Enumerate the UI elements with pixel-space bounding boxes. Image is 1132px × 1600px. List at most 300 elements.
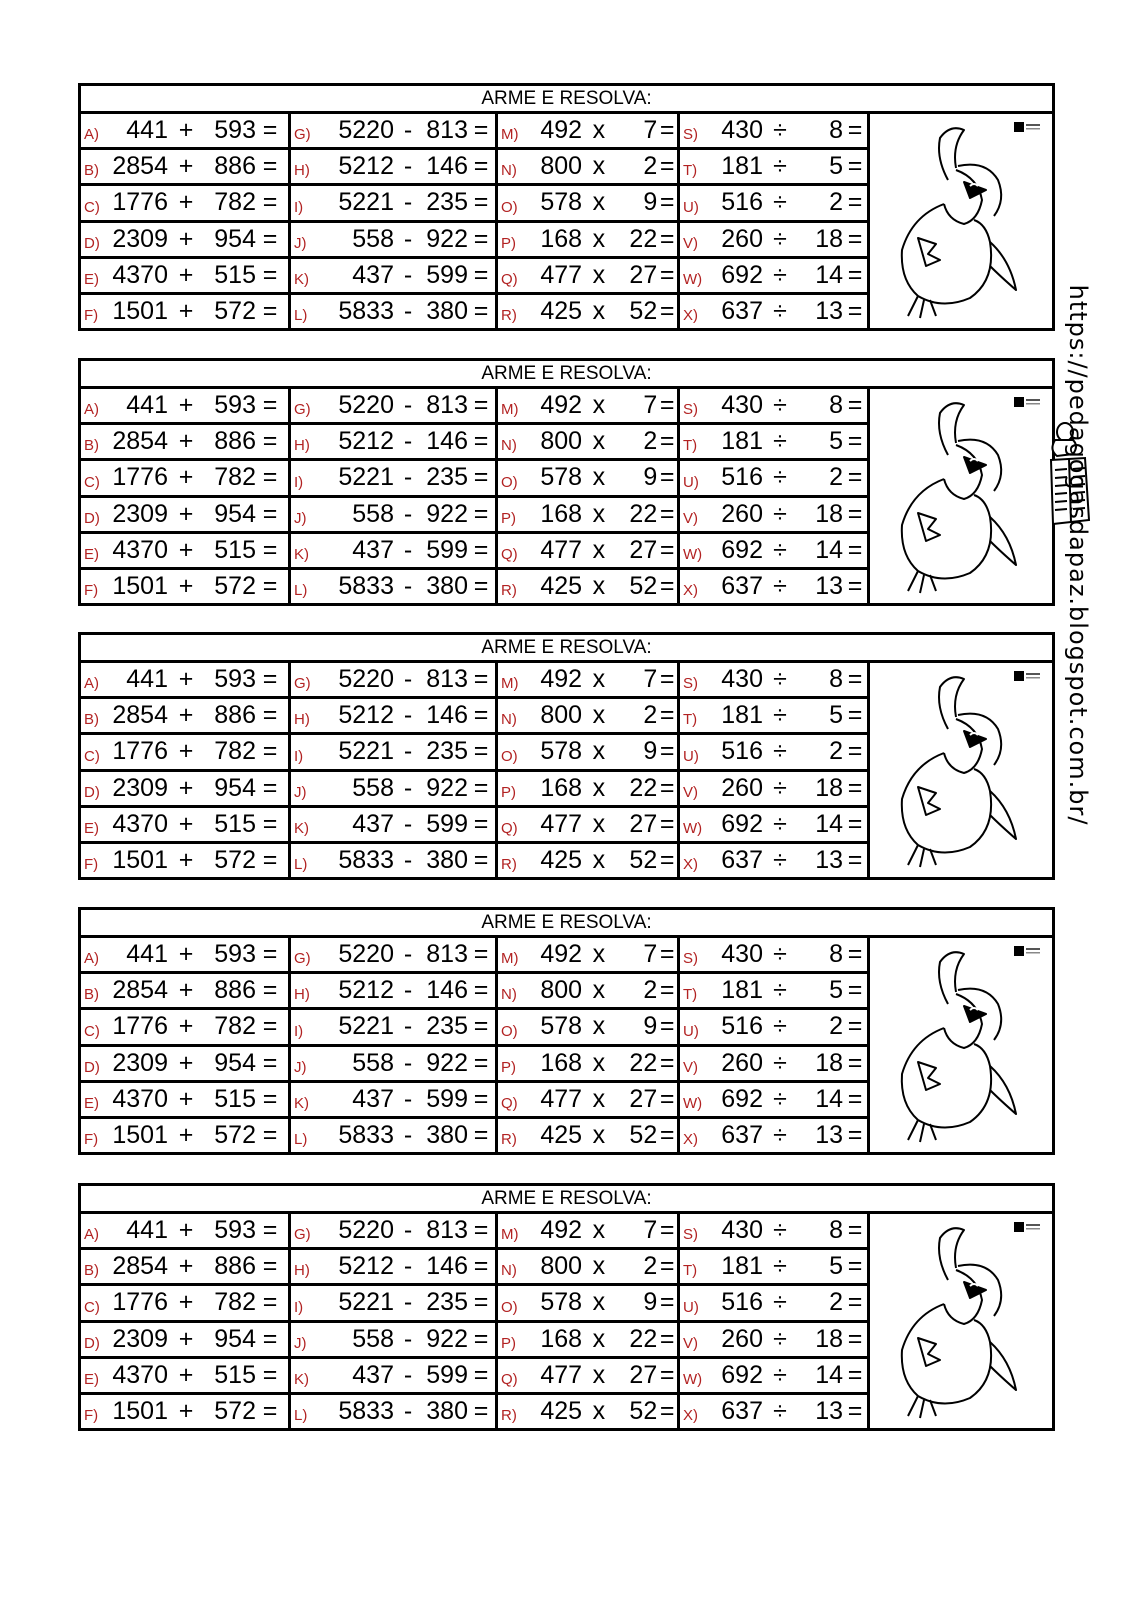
exercise-row: [498, 938, 677, 974]
exercise-row: [680, 570, 867, 603]
exercise-label: C): [84, 198, 100, 216]
exercise-label: L): [294, 1131, 308, 1149]
operator: x: [592, 1288, 606, 1317]
exercise-row: [81, 534, 288, 570]
equals-sign: =: [262, 1120, 278, 1149]
operand-a: 5221: [338, 1288, 394, 1317]
exercise-row: [81, 150, 288, 186]
exercise-row: [498, 844, 677, 877]
equals-sign: =: [262, 188, 278, 217]
operator: +: [178, 1216, 194, 1245]
operand-b: 235: [426, 1012, 468, 1041]
publisher-logo-icon: [1014, 946, 1040, 956]
illustration-cell: [870, 114, 1052, 328]
equals-sign: =: [473, 427, 489, 456]
exercise-sheet: [78, 358, 1055, 606]
exercise-label: X): [683, 856, 698, 874]
operand-b: 5: [829, 152, 843, 181]
equals-sign: =: [847, 701, 863, 730]
exercise-label: U): [683, 1022, 699, 1040]
exercise-row: [680, 1214, 867, 1250]
operand-b: 18: [815, 1324, 843, 1353]
exercise-label: K): [294, 545, 309, 563]
operator: +: [178, 188, 194, 217]
exercise-label: Q): [501, 270, 518, 288]
exercise-label: I): [294, 1298, 304, 1316]
exercise-row: [291, 735, 495, 771]
operation-column: [498, 938, 680, 1152]
equals-sign: =: [262, 737, 278, 766]
exercise-label: T): [683, 1262, 698, 1280]
operand-a: 5220: [338, 940, 394, 969]
operator: ÷: [773, 845, 787, 874]
operand-b: 22: [629, 224, 658, 253]
operand-a: 558: [352, 773, 394, 802]
operator: +: [178, 1288, 194, 1317]
exercise-row: [81, 1395, 288, 1428]
exercise-row: [680, 1359, 867, 1395]
exercise-label: H): [294, 1262, 310, 1280]
operand-a: 5833: [338, 845, 394, 874]
operand-b: 813: [426, 665, 468, 694]
operator: x: [592, 1396, 606, 1425]
equals-sign: =: [262, 535, 278, 564]
exercise-label: H): [294, 986, 310, 1004]
exercise-row: [81, 389, 288, 425]
operand-b: 2: [643, 152, 658, 181]
operand-b: 27: [629, 809, 658, 838]
exercise-label: G): [294, 675, 311, 693]
operand-b: 22: [629, 1048, 658, 1077]
operator: -: [403, 1084, 413, 1113]
operand-a: 1776: [112, 1012, 168, 1041]
exercise-row: [291, 699, 495, 735]
operand-b: 922: [426, 773, 468, 802]
operand-a: 1501: [112, 1396, 168, 1425]
operand-b: 782: [214, 188, 256, 217]
operand-a: 441: [126, 940, 168, 969]
operand-b: 18: [815, 224, 843, 253]
operand-b: 8: [829, 665, 843, 694]
equals-sign: =: [473, 296, 489, 325]
operator: -: [403, 940, 413, 969]
operand-a: 558: [352, 224, 394, 253]
equals-sign: =: [473, 1120, 489, 1149]
exercise-label: C): [84, 747, 100, 765]
operator: x: [592, 940, 606, 969]
exercise-row: [291, 114, 495, 150]
exercise-row: [680, 1286, 867, 1322]
exercise-label: D): [84, 234, 100, 252]
operator: +: [178, 391, 194, 420]
exercise-row: [81, 1286, 288, 1322]
operand-b: 886: [214, 976, 256, 1005]
exercise-row: [498, 186, 677, 222]
operator: -: [403, 845, 413, 874]
exercise-row: [680, 772, 867, 808]
operand-a: 1501: [112, 296, 168, 325]
equals-sign: =: [847, 1084, 863, 1113]
operator: ÷: [773, 809, 787, 838]
exercise-grid: [81, 389, 1052, 603]
operand-b: 599: [426, 535, 468, 564]
operand-a: 5212: [338, 976, 394, 1005]
exercise-label: N): [501, 1262, 517, 1280]
operand-a: 2309: [112, 773, 168, 802]
exercise-row: [498, 150, 677, 186]
operand-b: 13: [815, 1120, 843, 1149]
exercise-row: [291, 808, 495, 844]
equals-sign: =: [659, 535, 675, 564]
equals-sign: =: [262, 665, 278, 694]
exercise-row: [680, 461, 867, 497]
operand-b: 922: [426, 1324, 468, 1353]
exercise-row: [498, 461, 677, 497]
operand-a: 800: [540, 976, 583, 1005]
equals-sign: =: [847, 773, 863, 802]
operator: x: [592, 188, 606, 217]
operand-a: 5221: [338, 1012, 394, 1041]
exercise-grid: [81, 663, 1052, 877]
exercise-label: P): [501, 1334, 516, 1352]
operand-b: 18: [815, 1048, 843, 1077]
exercise-label: V): [683, 1058, 698, 1076]
operand-a: 800: [540, 427, 583, 456]
operator: +: [178, 1252, 194, 1281]
exercise-row: [680, 844, 867, 877]
operand-a: 260: [721, 773, 763, 802]
operator: +: [178, 499, 194, 528]
exercise-label: C): [84, 1022, 100, 1040]
operand-b: 599: [426, 1360, 468, 1389]
operand-a: 637: [721, 1120, 763, 1149]
exercise-label: E): [84, 819, 99, 837]
operand-b: 954: [214, 224, 256, 253]
operand-a: 425: [540, 1120, 583, 1149]
exercise-row: [680, 389, 867, 425]
operation-column: [680, 114, 870, 328]
operand-a: 1776: [112, 188, 168, 217]
operand-a: 477: [540, 809, 583, 838]
equals-sign: =: [262, 845, 278, 874]
operator: ÷: [773, 1252, 787, 1281]
equals-sign: =: [847, 1360, 863, 1389]
operand-b: 954: [214, 1324, 256, 1353]
exercise-label: D): [84, 1334, 100, 1352]
operator: ÷: [773, 665, 787, 694]
operand-a: 516: [721, 737, 763, 766]
operand-a: 692: [721, 260, 763, 289]
operand-a: 492: [540, 1216, 583, 1245]
operand-a: 5220: [338, 665, 394, 694]
exercise-row: [291, 772, 495, 808]
equals-sign: =: [262, 1084, 278, 1113]
operand-b: 2: [643, 427, 658, 456]
equals-sign: =: [262, 463, 278, 492]
exercise-row: [81, 461, 288, 497]
exercise-label: S): [683, 675, 698, 693]
equals-sign: =: [262, 976, 278, 1005]
equals-sign: =: [847, 391, 863, 420]
exercise-label: C): [84, 1298, 100, 1316]
operator: -: [403, 1120, 413, 1149]
exercise-row: [291, 186, 495, 222]
operand-a: 1776: [112, 737, 168, 766]
operand-a: 5221: [338, 737, 394, 766]
exercise-label: H): [294, 711, 310, 729]
operand-a: 516: [721, 1288, 763, 1317]
operand-a: 437: [352, 1360, 394, 1389]
exercise-row: [81, 663, 288, 699]
operation-column: [291, 114, 498, 328]
equals-sign: =: [659, 773, 675, 802]
exercise-row: [81, 1010, 288, 1046]
operator: +: [178, 427, 194, 456]
operand-b: 954: [214, 773, 256, 802]
exercise-label: L): [294, 582, 308, 600]
equals-sign: =: [659, 1396, 675, 1425]
equals-sign: =: [262, 940, 278, 969]
exercise-label: I): [294, 473, 304, 491]
exercise-label: O): [501, 473, 518, 491]
exercise-row: [498, 570, 677, 603]
exercise-row: [291, 570, 495, 603]
operator: -: [403, 1360, 413, 1389]
exercise-row: [81, 699, 288, 735]
operator: -: [403, 260, 413, 289]
exercise-label: V): [683, 1334, 698, 1352]
operand-b: 593: [214, 116, 256, 145]
equals-sign: =: [473, 463, 489, 492]
exercise-label: K): [294, 819, 309, 837]
equals-sign: =: [262, 499, 278, 528]
operand-a: 425: [540, 1396, 583, 1425]
operator: ÷: [773, 1396, 787, 1425]
exercise-row: [680, 1119, 867, 1152]
operator: ÷: [773, 571, 787, 600]
exercise-label: O): [501, 1298, 518, 1316]
equals-sign: =: [659, 571, 675, 600]
operator: x: [592, 1084, 606, 1113]
operand-b: 8: [829, 391, 843, 420]
operator: -: [403, 1252, 413, 1281]
exercise-label: A): [84, 126, 99, 144]
exercise-label: W): [683, 270, 703, 288]
equals-sign: =: [262, 1324, 278, 1353]
operator: x: [592, 296, 606, 325]
exercise-row: [498, 1047, 677, 1083]
operand-b: 8: [829, 940, 843, 969]
exercise-row: [680, 663, 867, 699]
sheet-title: ARME E RESOLVA:: [81, 635, 1052, 663]
operand-a: 637: [721, 845, 763, 874]
operator: x: [592, 1360, 606, 1389]
equals-sign: =: [659, 1360, 675, 1389]
operand-b: 954: [214, 499, 256, 528]
operand-a: 181: [721, 152, 763, 181]
exercise-row: [81, 1083, 288, 1119]
exercise-label: W): [683, 819, 703, 837]
exercise-label: D): [84, 1058, 100, 1076]
operator: -: [403, 1048, 413, 1077]
exercise-label: U): [683, 1298, 699, 1316]
operator: x: [592, 391, 606, 420]
equals-sign: =: [262, 1396, 278, 1425]
operator: +: [178, 116, 194, 145]
operator: ÷: [773, 1288, 787, 1317]
operator: ÷: [773, 1084, 787, 1113]
equals-sign: =: [847, 1252, 863, 1281]
publisher-logo-icon: [1014, 397, 1040, 407]
operator: +: [178, 1012, 194, 1041]
operand-b: 13: [815, 296, 843, 325]
operand-a: 437: [352, 535, 394, 564]
exercise-label: A): [84, 950, 99, 968]
operand-b: 572: [214, 1396, 256, 1425]
operator: +: [178, 1324, 194, 1353]
exercise-label: W): [683, 1094, 703, 1112]
exercise-row: [498, 1010, 677, 1046]
illustration-cell: [870, 1214, 1052, 1428]
equals-sign: =: [473, 535, 489, 564]
equals-sign: =: [847, 1216, 863, 1245]
operator: x: [592, 1048, 606, 1077]
exercise-row: [680, 295, 867, 328]
operand-b: 572: [214, 571, 256, 600]
operand-b: 9: [643, 1288, 658, 1317]
operand-a: 4370: [112, 535, 168, 564]
operator: x: [592, 224, 606, 253]
operator: ÷: [773, 260, 787, 289]
exercise-label: V): [683, 234, 698, 252]
equals-sign: =: [659, 427, 675, 456]
exercise-row: [680, 1323, 867, 1359]
equals-sign: =: [262, 1216, 278, 1245]
exercise-label: E): [84, 1094, 99, 1112]
exercise-row: [81, 259, 288, 295]
operand-b: 2: [643, 1252, 658, 1281]
exercise-row: [81, 114, 288, 150]
exercise-row: [81, 223, 288, 259]
equals-sign: =: [659, 1012, 675, 1041]
equals-sign: =: [262, 260, 278, 289]
exercise-label: K): [294, 1370, 309, 1388]
exercise-label: F): [84, 1131, 99, 1149]
operand-b: 7: [643, 940, 658, 969]
exercise-label: M): [501, 1226, 519, 1244]
equals-sign: =: [262, 1048, 278, 1077]
exercise-label: B): [84, 437, 99, 455]
exercise-row: [291, 425, 495, 461]
exercise-row: [291, 389, 495, 425]
exercise-label: E): [84, 270, 99, 288]
operator: ÷: [773, 773, 787, 802]
exercise-label: R): [501, 1131, 517, 1149]
penguin-coloring-icon: [878, 669, 1018, 869]
operand-b: 599: [426, 809, 468, 838]
operator: +: [178, 1084, 194, 1113]
operand-a: 516: [721, 1012, 763, 1041]
operation-column: [81, 389, 291, 603]
exercise-label: A): [84, 401, 99, 419]
exercise-label: S): [683, 401, 698, 419]
operator: ÷: [773, 391, 787, 420]
equals-sign: =: [473, 260, 489, 289]
equals-sign: =: [847, 1120, 863, 1149]
illustration-cell: [870, 389, 1052, 603]
operand-b: 813: [426, 116, 468, 145]
operand-a: 5220: [338, 1216, 394, 1245]
operand-b: 782: [214, 737, 256, 766]
exercise-row: [498, 1323, 677, 1359]
equals-sign: =: [659, 188, 675, 217]
operand-a: 578: [540, 1288, 583, 1317]
operand-b: 22: [629, 1324, 658, 1353]
blog-url[interactable]: https://pedagogasdapaz.blogspot.com.br/: [1064, 284, 1092, 826]
operator: ÷: [773, 427, 787, 456]
operator: x: [592, 1120, 606, 1149]
equals-sign: =: [659, 665, 675, 694]
operator: x: [592, 260, 606, 289]
exercise-label: F): [84, 856, 99, 874]
operand-a: 637: [721, 296, 763, 325]
exercise-row: [498, 1359, 677, 1395]
exercise-row: [680, 1083, 867, 1119]
exercise-label: O): [501, 198, 518, 216]
exercise-row: [498, 1395, 677, 1428]
operator: ÷: [773, 188, 787, 217]
operation-column: [81, 1214, 291, 1428]
equals-sign: =: [473, 188, 489, 217]
exercise-label: X): [683, 307, 698, 325]
equals-sign: =: [473, 665, 489, 694]
operator: -: [403, 976, 413, 1005]
equals-sign: =: [659, 1288, 675, 1317]
operation-column: [680, 389, 870, 603]
equals-sign: =: [473, 737, 489, 766]
exercise-label: S): [683, 126, 698, 144]
equals-sign: =: [262, 701, 278, 730]
operand-b: 515: [214, 260, 256, 289]
operand-b: 14: [815, 260, 843, 289]
equals-sign: =: [473, 152, 489, 181]
exercise-row: [291, 974, 495, 1010]
exercise-row: [291, 1323, 495, 1359]
exercise-label: M): [501, 126, 519, 144]
exercise-grid: [81, 938, 1052, 1152]
operand-b: 572: [214, 296, 256, 325]
exercise-label: M): [501, 401, 519, 419]
operand-b: 380: [426, 1120, 468, 1149]
operator: +: [178, 260, 194, 289]
exercise-label: B): [84, 711, 99, 729]
operator: +: [178, 701, 194, 730]
equals-sign: =: [847, 535, 863, 564]
operator: ÷: [773, 1012, 787, 1041]
operand-a: 5212: [338, 701, 394, 730]
exercise-sheet: [78, 1183, 1055, 1431]
operator: -: [403, 296, 413, 325]
exercise-row: [498, 1214, 677, 1250]
equals-sign: =: [473, 940, 489, 969]
exercise-row: [291, 1286, 495, 1322]
equals-sign: =: [847, 665, 863, 694]
exercise-label: L): [294, 856, 308, 874]
exercise-label: L): [294, 307, 308, 325]
exercise-row: [291, 938, 495, 974]
equals-sign: =: [659, 809, 675, 838]
exercise-label: D): [84, 509, 100, 527]
